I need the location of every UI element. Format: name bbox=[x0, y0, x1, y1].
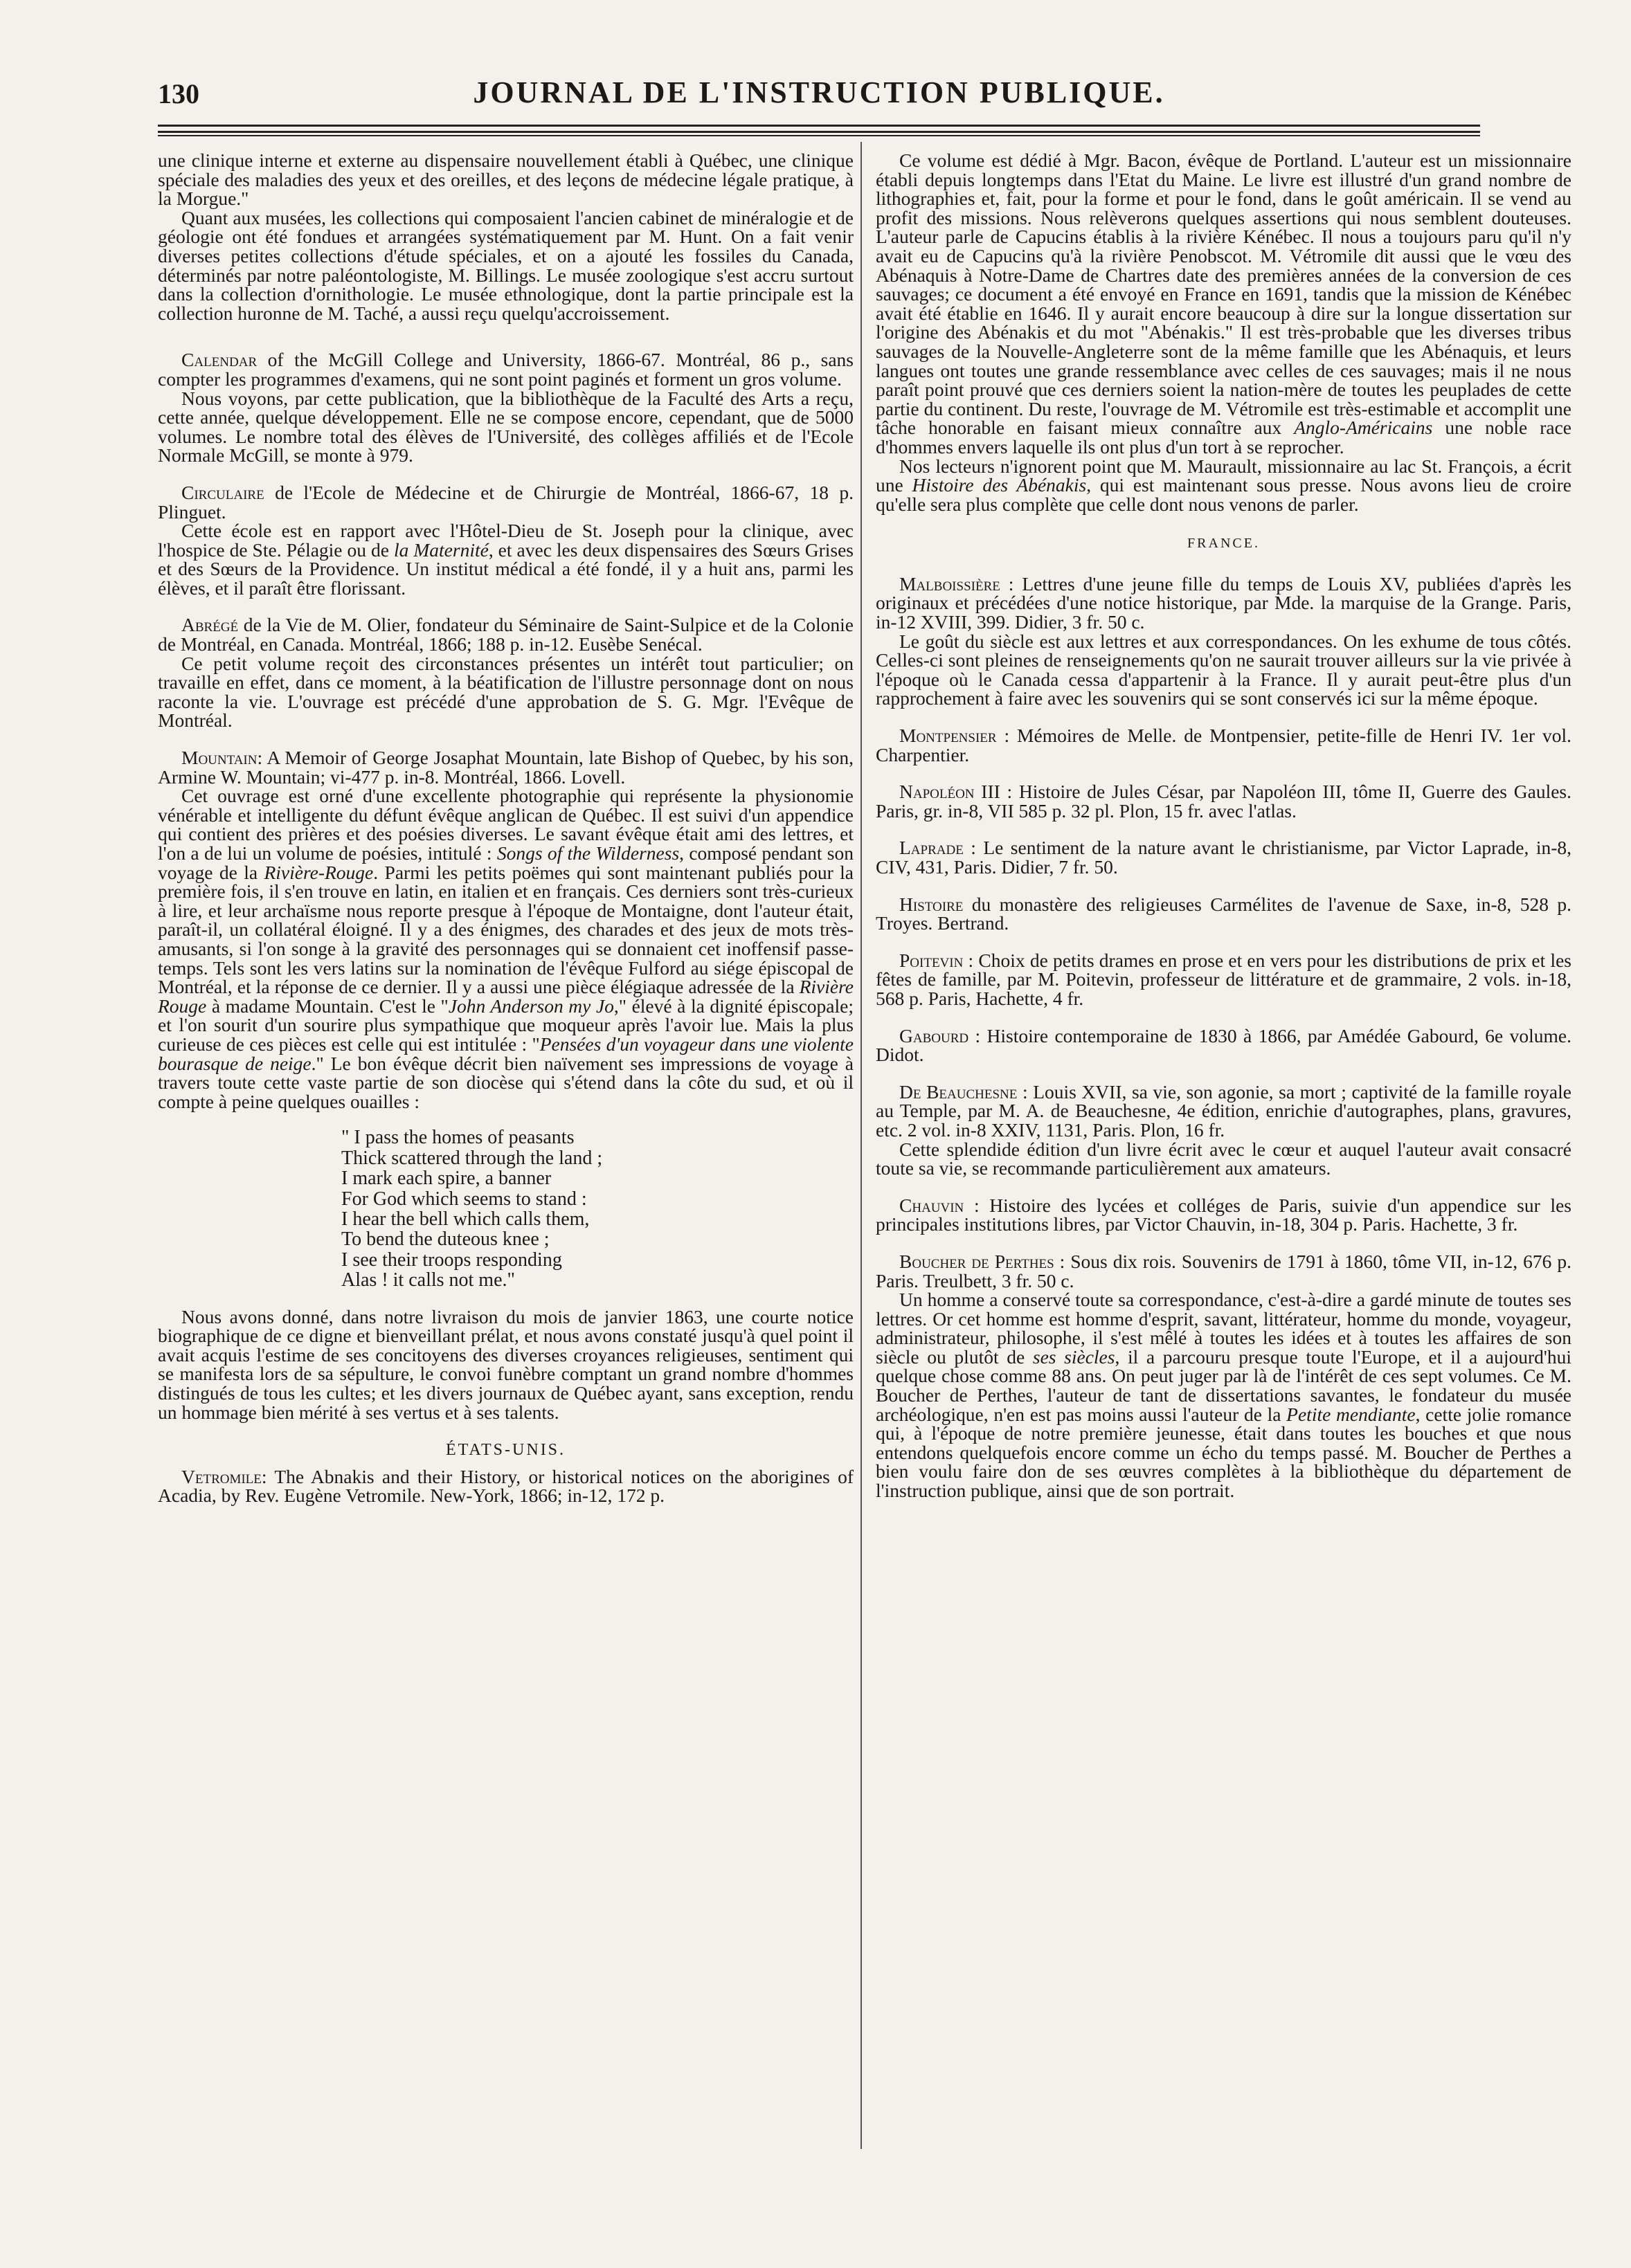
entry-text: : A Memoir of George Josaphat Mountain, late Bishop of Quebec, by his son, Armine W. Mountain; vi-477 p. in-8. Montréal, 1866. Lovell. bbox=[158, 747, 854, 788]
text-run: Nos lecteurs n'ignorent point que M. Maurault, missionnaire au lac St. François, a écrit une bbox=[876, 455, 1571, 496]
entry-text: : Lettres d'une jeune fille du temps de Louis XV, publiées d'après les originaux et précédées d'une notice historique, par Mde. la marquise de la Grange. Paris, in-12 XVIII, 399. Didier, 3 fr. 50 c. bbox=[876, 572, 1571, 633]
text-run: , cette jolie romance qui, à l'époque de notre première jeunesse, était dans toutes les bouches et que nous entendons quelquefois encore comme un écho du temps passé. M. Boucher de Perthes a bien voulu faire don de ses œuvres complètes à la bibliothèque du département de l'instruction publique, ainsi que de son portrait. bbox=[876, 1403, 1571, 1502]
entry-abrege bbox=[158, 615, 854, 730]
entry-lead: Napoléon III bbox=[899, 781, 1000, 803]
text-run: , composé pendant son voyage de la bbox=[158, 842, 854, 883]
entry-napoleon bbox=[876, 782, 1571, 820]
entry-lead: De Beauchesne bbox=[899, 1080, 1018, 1103]
entry-lead: Calendar bbox=[181, 349, 258, 371]
italic-title: Pensées d'un voyageur dans une violente bourasque de neige bbox=[158, 1033, 854, 1074]
entry-poitevin bbox=[876, 951, 1571, 1008]
text-run: Cet ouvrage est orné d'une excellente photographie qui représente la physionomie vénérable et intelligente du défunt évêque anglican de Québec. Il est suivi d'un appendice qui contient des prières et des poésies diverses. Le savant évêque était ami des lettres, et l'on a de lui un volume de poésies, intitulé : bbox=[158, 785, 854, 864]
text-run: Un homme a conservé toute sa correspondance, c'est-à-dire a gardé minute de toutes ses lettres. Or cet homme est homme d'esprit, savant, littérateur, homme du monde, voyageur, administrateur, philosophe, il s'est mêlé à toutes les idées et à toutes les affaires de son siècle ou plutôt de bbox=[876, 1289, 1571, 1368]
entry-histoire bbox=[876, 895, 1571, 933]
entry-circulaire bbox=[158, 483, 854, 598]
poem bbox=[341, 1127, 854, 1290]
entry-text: of the McGill College and University, 1866-67. Montréal, 86 p., sans compter les programmes d'examens, qui ne sont point paginés et forment un gros volume. bbox=[158, 349, 854, 390]
entry-malboissiere bbox=[876, 574, 1571, 708]
italic-title: Anglo-Américains bbox=[1294, 417, 1433, 439]
header-rule bbox=[158, 125, 1480, 127]
entry-vetromile bbox=[158, 1467, 854, 1505]
text-run: ," élevé à la dignité épiscopale; et l'on sourit d'un sourire plus sympathique que moqueur après l'avoir lue. Mais la plus curieuse de ces pièces est celle qui est intitulée : " bbox=[158, 995, 854, 1055]
page-header bbox=[158, 75, 1480, 116]
column-divider bbox=[860, 142, 862, 2149]
text-run: à madame Mountain. C'est le " bbox=[206, 995, 449, 1017]
paragraph: une clinique interne et externe au dispensaire nouvellement établi à Québec, une clinique spéciale des maladies des yeux et des oreilles, et des leçons de médecine légale pratique, à la Morgue." bbox=[158, 149, 854, 210]
italic-title: la Maternité bbox=[393, 538, 489, 561]
entry-text: : Sous dix rois. Souvenirs de 1791 à 1860, tôme VII, in-12, 676 p. Paris. Treulbett, 3 fr. 50 c. bbox=[876, 1250, 1571, 1291]
entry-text: : Histoire contemporaine de 1830 à 1866, par Amédée Gabourd, 6e volume. Didot. bbox=[876, 1024, 1571, 1066]
page-number: 130 bbox=[158, 78, 199, 109]
entry-text: de l'Ecole de Médecine et de Chirurgie de Montréal, 1866-67, 18 p. Plinguet. bbox=[158, 481, 854, 523]
section-heading-us: ÉTATS-UNIS. bbox=[445, 1441, 566, 1460]
text-run: , qui est maintenant sous presse. Nous avons lieu de croire qu'elle sera plus complète que celle dont nous venons de parler. bbox=[876, 474, 1571, 515]
left-column bbox=[158, 151, 854, 1505]
entry-lead: Histoire bbox=[899, 893, 964, 915]
poem-line: To bend the duteous knee ; bbox=[341, 1228, 550, 1251]
poem-line: " I pass the homes of peasants bbox=[341, 1127, 575, 1149]
entry-lead: Boucher de Perthes bbox=[899, 1250, 1054, 1272]
poem-line: For God which seems to stand : bbox=[341, 1188, 587, 1210]
entry-mountain bbox=[158, 748, 854, 1422]
text-run: une noble race d'hommes envers laquelle ils ont plus d'un tort à se reprocher. bbox=[876, 417, 1572, 457]
entry-lead: Gabourd bbox=[899, 1024, 969, 1046]
italic-title: Petite mendiante bbox=[1286, 1403, 1416, 1425]
paragraph: Ce petit volume reçoit des circonstances présentes un intérêt tout particulier; on travaille en effet, dans ce moment, à la béatification de l'illustre personnage dont on nous raconte la vie. L'ouvrage est précédé d'une approbation de S. G. Mgr. l'Evêque de Montréal. bbox=[158, 652, 854, 732]
italic-title: Songs of the Wilderness bbox=[496, 842, 680, 864]
entry-text: : Choix de petits drames en prose et en vers pour les distributions de prix et les fêtes de famille, par M. Poitevin, professeur de littérature et de grammaire, 2 vols. in-18, 568 p. Paris, Hachette, 4 fr. bbox=[876, 949, 1571, 1009]
paragraph: Cette splendide édition d'un livre écrit avec le cœur et auquel l'auteur avait consacré toute sa vie, se recommande particulièrement aux amateurs. bbox=[876, 1138, 1571, 1179]
entry-beauchesne bbox=[876, 1082, 1571, 1178]
text-run: , il a parcouru presque toute l'Europe, et il a aujourd'hui quelque chose comme 88 ans. On peut juger par là de l'intérêt de ces sept volumes. Ce M. Boucher de Perthes, l'auteur de tant de dissertations savantes, le fondateur du musée archéologique, n'en est pas moins aussi l'auteur de la bbox=[876, 1345, 1571, 1425]
entry-laprade bbox=[876, 838, 1571, 876]
paragraph: Nous avons donné, dans notre livraison du mois de janvier 1863, une courte notice biographique de ce digne et bienveillant prélat, et nous avons constaté jusqu'à quel point il avait acquis l'estime de ses concitoyens des diverses croyances religieuses, sentiment qui se manifesta lors de sa sépulture, le convoi funèbre comptant un grand nombre d'hommes distingués de tous les cultes; et les divers journaux de Québec ayant, sans exception, rendu un hommage bien mérité à ses vertus et à ses talents. bbox=[158, 1305, 854, 1423]
paragraph: Le goût du siècle est aux lettres et aux correspondances. On les exhume de tous côtés. Celles-ci sont pleines de renseignements qu'on ne saurait trouver ailleurs sur la vie privée à l'époque où le Canada cessa d'appartenir à la France. Il y aurait peut-être plus d'un rapprochement à faire avec les souvenirs qui se sont conservés ici sur la même époque. bbox=[876, 630, 1571, 709]
text-run: Cette école est en rapport avec l'Hôtel-Dieu de St. Joseph pour la clinique, avec l'hospice de Ste. Pélagie ou de bbox=[158, 520, 854, 561]
entry-lead: Montpensier bbox=[899, 725, 997, 747]
section-heading-france: FRANCE. bbox=[1187, 536, 1260, 552]
entry-text: de la Vie de M. Olier, fondateur du Séminaire de Saint-Sulpice et de la Colonie de Montréal, en Canada. Montréal, 1866; 188 p. in-12. Eusèbe Senécal. bbox=[158, 614, 854, 655]
entry-text: du monastère des religieuses Carmélites de l'avenue de Saxe, in-8, 528 p. Troyes. Bertrand. bbox=[876, 893, 1571, 934]
italic-title: John Anderson my Jo bbox=[448, 995, 614, 1017]
paragraph: Quant aux musées, les collections qui composaient l'ancien cabinet de minéralogie et de géologie ont été fondues et arrangées systématiquement par M. Hunt. On a fait venir diverses petites collections d'étude spéciales, et on a ajouté les fossiles du Canada, déterminés par notre paléontologiste, M. Billings. Le musée zoologique s'est accru surtout dans la collection d'ornithologie. Le musée ethnologique, dont la partie principale est la collection huronne de M. Taché, a aussi reçu quelqu'accroissement. bbox=[158, 206, 854, 324]
entry-lead: Abrégé bbox=[181, 614, 239, 636]
entry-boucher bbox=[876, 1252, 1571, 1500]
text-run: ." Le bon évêque décrit bien naïvement ses impressions de voyage à travers toute cette vaste partie de son diocèse qui s'étend dans la côte du sud, et où il compte à peine quelques ouailles : bbox=[158, 1052, 854, 1112]
journal-title: JOURNAL DE L'INSTRUCTION PUBLIQUE. bbox=[473, 75, 1165, 109]
entry-text: : Histoire des lycées et colléges de Paris, suivie d'un appendice sur les principales institutions libres, par Victor Chauvin, in-18, 304 p. Paris. Hachette, 3 fr. bbox=[876, 1194, 1571, 1235]
entry-lead: Laprade bbox=[899, 837, 964, 859]
right-column bbox=[876, 151, 1571, 1500]
poem-line: I see their troops responding bbox=[341, 1249, 562, 1271]
text-run: , et avec les deux dispensaires des Sœurs Grises et des Sœurs de la Providence. Un institut médical a été fondé, il y a huit ans, parmi les élèves, et il paraît être florissant. bbox=[158, 538, 854, 599]
italic-title: Rivière Rouge bbox=[158, 976, 854, 1017]
entry-lead: Circulaire bbox=[181, 481, 264, 503]
poem-line: Alas ! it calls not me." bbox=[341, 1269, 515, 1291]
text-run: Ce volume est dédié à Mgr. Bacon, évêque de Portland. L'auteur est un missionnaire établi depuis longtemps dans l'Etat du Maine. Le livre est illustré d'un grand nombre de lithographies et, fait, pour la forme et pour le fond, dans le goût américain. Il se vend au profit des missions. Nous relèverons quelques assertions qui nous semblent douteuses. L'auteur parle de Capucins établis à la rivière Kénébec. Il nous a toujours paru qu'il n'y avait eu de Capucins qu'à la rivière Penobscot. M. Vétromile dit aussi que le vœu des Abénaquis à Notre-Dame de Chartres date des premières années de la conversion de ces sauvages; ce document a été envoyé en France en 1691, tandis que la mission de Kénébec avait été établie en 1646. Il y aurait encore beaucoup à dire sur la longue dissertation sur l'origine des Abénakis et du mot "Abénakis." Il est très-probable que les diverses tribus sauvages de la Nouvelle-Angleterre sont de la même famille que les Abénaquis, et leurs langues ont toutes une grande ressemblance avec celles de ces sauvages; mais il ne nous paraît point prouvé que ces derniers soient la nation-mère de toutes les peuplades de cette partie du continent. Du reste, l'ouvrage de M. Vétromile est très-estimable et accomplit une tâche honorable en faisant mieux connaître aux bbox=[876, 149, 1571, 439]
poem-line: I mark each spire, a banner bbox=[341, 1168, 552, 1190]
entry-text: : Le sentiment de la nature avant le christianisme, par Victor Laprade, in-8, CIV, 431, Paris. Didier, 7 fr. 50. bbox=[876, 837, 1571, 878]
entry-chauvin bbox=[876, 1196, 1571, 1234]
entry-calendar bbox=[158, 350, 854, 465]
entry-montpensier bbox=[876, 726, 1571, 764]
header-rule bbox=[158, 131, 1480, 133]
italic-title: Rivière-Rouge bbox=[264, 861, 374, 883]
italic-title: Histoire des Abénakis bbox=[912, 474, 1087, 496]
italic-title: ses siècles bbox=[1032, 1345, 1115, 1368]
entry-gabourd bbox=[876, 1026, 1571, 1064]
poem-line: Thick scattered through the land ; bbox=[341, 1147, 603, 1169]
entry-lead: Mountain bbox=[181, 747, 258, 769]
poem-line: I hear the bell which calls them, bbox=[341, 1208, 590, 1230]
entry-text: : Mémoires de Melle. de Montpensier, petite-fille de Henri IV. 1er vol. Charpentier. bbox=[876, 725, 1571, 765]
entry-lead: Chauvin bbox=[899, 1194, 964, 1216]
header-rule bbox=[158, 135, 1480, 136]
entry-text: : Louis XVII, sa vie, son agonie, sa mort ; captivité de la famille royale au Temple, par M. A. de Beauchesne, 4e édition, enrichie d'autographes, plans, gravures, etc. 2 vol. in-8 XXIV, 1131, Paris. Plon, 16 fr. bbox=[876, 1080, 1571, 1141]
paragraph: Nous voyons, par cette publication, que la bibliothèque de la Faculté des Arts a reçu, cette année, quelque développement. Elle ne se compose encore, cependant, que de 5000 volumes. Le nombre total des élèves de l'Université, des collèges affiliés et de l'Ecole Normale McGill, se monte à 979. bbox=[158, 387, 854, 466]
text-run: . Parmi les petits poëmes qui sont maintenant publiés pour la première fois, il s'en trouve en latin, en italien et en français. Ces derniers sont très-curieux à lire, et leur archaïsme nous reporte presque à l'époque de Montaigne, dont l'auteur était, paraît-il, un collatéral éloigné. Il y a des énigmes, des charades et des jeux de mots très-amusants, si l'on songe à la gravité des personnages qui se donnaient cet inoffensif passe-temps. Tels sont les vers latins sur la nomination de l'évêque Fulford au siége épiscopal de Montréal, et la réponse de ce dernier. Il y a aussi une pièce élégiaque adressée de la bbox=[158, 861, 854, 998]
entry-lead: Vetromile bbox=[181, 1465, 262, 1487]
entry-lead: Poitevin bbox=[899, 949, 964, 971]
entry-text: : Histoire de Jules César, par Napoléon III, tôme II, Guerre des Gaules. Paris, gr. in-8, VII 585 p. 32 pl. Plon, 15 fr. avec l'atlas. bbox=[876, 781, 1571, 822]
entry-text: : The Abnakis and their History, or historical notices on the aborigines of Acadia, by Rev. Eugène Vetromile. New-York, 1866; in-12, 172 p. bbox=[158, 1465, 854, 1507]
entry-lead: Malboissière bbox=[899, 572, 1000, 595]
